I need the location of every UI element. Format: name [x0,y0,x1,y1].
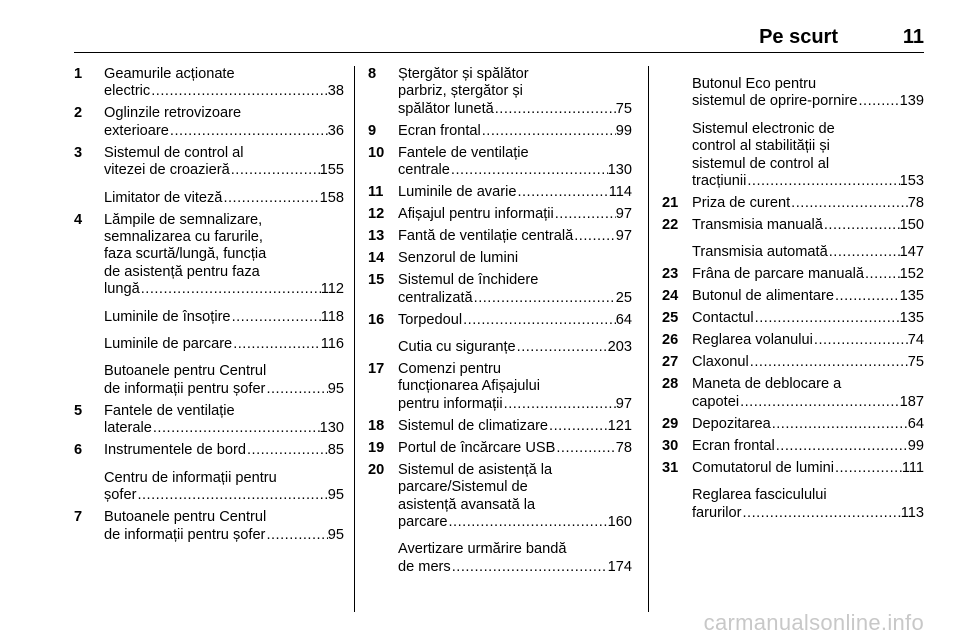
index-entry [74,212,344,299]
entry-text: Sistemul de climatizare [398,417,549,434]
index-entry [662,288,924,305]
page-section-title: Pe scurt [759,26,838,48]
entry-page-number: 158 [319,189,344,206]
entry-number: 17 [368,361,385,378]
entry-text: Luminile de însoțire [104,308,231,325]
entry-leader-line [398,440,632,457]
entry-number: 18 [368,417,385,434]
dot-leader [516,339,608,356]
index-column-2 [368,66,632,581]
dot-leader [857,93,899,110]
entry-text: sistemul de control al [692,155,830,172]
entry-page-number: 203 [607,339,632,356]
entry-text: Reglarea fasciculului [692,487,827,504]
entry-leader-line [104,442,344,459]
index-entry [74,309,344,326]
dot-leader [232,336,321,353]
entry-text: Sistemul de asistență la [398,461,553,478]
dot-leader [140,281,321,298]
dot-leader [823,217,900,234]
entry-text: Ștergător și spălător [398,66,529,82]
entry-page-number: 116 [320,336,344,353]
entry-page-number: 155 [319,162,344,179]
index-entry [662,195,924,212]
entry-text: de mers [398,558,451,575]
index-entry [662,244,924,261]
entry-leader-line [104,190,344,207]
index-entry [368,250,632,267]
entry-text: capotei [692,393,740,410]
entry-number: 8 [368,66,377,82]
dot-leader [746,173,899,190]
entry-number: 27 [662,354,679,371]
entry-leader-line [398,418,632,435]
index-entry [74,509,344,544]
index-entry [74,363,344,398]
entry-leader-line [398,101,632,118]
dot-leader [548,418,608,435]
entry-page-number: 139 [899,93,924,110]
column-divider [648,66,649,612]
entry-text: faza scurtă/lungă, funcția [104,246,267,263]
entry-leader-line [104,420,344,437]
entry-text: Reglarea volanului [692,332,813,349]
dot-leader [152,420,320,437]
entry-number: 19 [368,439,385,456]
entry-page-number: 187 [899,393,924,410]
entry-leader-line [398,396,632,413]
entry-text: Fantele de ventilație [104,402,235,419]
index-entry [368,184,632,201]
entry-page-number: 153 [899,173,924,190]
dot-leader [555,440,615,457]
entry-leader-line [692,266,924,283]
index-entry [74,145,344,180]
entry-page-number: 78 [907,195,924,212]
dot-leader [503,396,616,413]
index-entry [368,361,632,413]
index-entry [662,487,924,522]
entry-text: Cutia cu siguranțe [398,339,516,356]
entry-page-number: 97 [615,395,632,412]
entry-text: Lămpile de semnalizare, [104,211,263,228]
entry-page-number: 135 [899,310,924,327]
index-column-3 [662,66,924,527]
dot-leader [136,487,327,504]
entry-text: Claxonul [692,354,749,371]
entry-number: 23 [662,266,679,283]
dot-leader [473,290,616,307]
entry-number: 26 [662,332,679,349]
entry-page-number: 36 [327,122,344,139]
entry-text: lungă [104,281,140,298]
dot-leader [775,438,908,455]
watermark: carmanualsonline.info [703,610,924,635]
entry-text: Comenzi pentru [398,361,502,378]
entry-text: Sistemul electronic de [692,120,835,137]
entry-number: 10 [368,144,385,161]
dot-leader [494,101,616,118]
entry-leader-line [398,228,632,245]
entry-page-number: 135 [899,288,924,305]
entry-number: 20 [368,461,385,478]
entry-page-number: 75 [907,354,924,371]
dot-leader [231,309,321,326]
entry-page-number: 38 [327,83,344,100]
entry-page-number: 97 [615,228,632,245]
entry-text: Afișajul pentru informații [398,206,554,223]
entry-leader-line [398,559,632,576]
dot-leader [834,288,900,305]
dot-leader [754,310,900,327]
entry-page-number: 25 [615,289,632,306]
entry-text: Butonul de alimentare [692,288,834,305]
entry-text: Contactul [692,310,754,327]
entry-text: Portul de încărcare USB [398,439,556,456]
entry-page-number: 130 [607,162,632,179]
entry-text: Butoanele pentru Centrul [104,363,267,380]
entry-page-number: 114 [608,184,632,201]
index-entry [662,438,924,455]
dot-leader [771,416,908,433]
entry-page-number: 112 [320,281,344,298]
entry-leader-line [692,288,924,305]
dot-leader [246,442,328,459]
entry-text: Sistemul de închidere [398,272,539,289]
entry-number: 9 [368,122,377,139]
entry-page-number: 160 [607,514,632,531]
index-entry [662,121,924,191]
index-entry [368,272,632,307]
entry-page-number: 121 [607,417,632,434]
entry-text: semnalizarea cu farurile, [104,229,263,246]
entry-text: de asistență pentru faza [104,263,260,280]
dot-leader [741,505,900,522]
entry-text: de informații pentru șofer [104,380,266,397]
entry-number: 21 [662,195,679,212]
entry-leader-line [398,290,632,307]
entry-text: vitezei de croazieră [104,162,230,179]
entry-leader-line [692,460,924,477]
index-entry [74,336,344,353]
entry-leader-line [692,332,924,349]
entry-page-number: 64 [907,415,924,432]
entry-leader-line [398,162,632,179]
entry-text: Butonul Eco pentru [692,76,817,92]
entry-page-number: 150 [899,217,924,234]
entry-text: laterale [104,420,152,437]
entry-leader-line [692,173,924,190]
dot-leader [230,162,320,179]
entry-leader-line [104,381,344,398]
entry-text: parbriz, ștergător și [398,83,523,100]
entry-text: Comutatorul de lumini [692,459,834,476]
dot-leader [813,332,908,349]
entry-number: 1 [74,66,83,82]
entry-number: 4 [74,211,83,228]
column-divider [354,66,355,612]
index-entry [74,470,344,505]
entry-page-number: 147 [899,244,924,261]
index-entry [662,376,924,411]
entry-number: 12 [368,206,385,223]
entry-page-number: 113 [900,504,924,521]
index-entry [368,418,632,435]
entry-number: 25 [662,310,679,327]
dot-leader [450,162,608,179]
entry-page-number: 95 [327,380,344,397]
entry-leader-line [104,281,344,298]
entry-text: Torpedoul [398,311,463,328]
dot-leader [828,244,900,261]
dot-leader [739,394,900,411]
index-column-1 [74,66,344,549]
entry-leader-line [398,514,632,531]
dot-leader [834,460,902,477]
entry-page-number: 97 [615,206,632,223]
entry-leader-line [692,416,924,433]
entry-number: 31 [662,459,679,476]
dot-leader [749,354,908,371]
entry-page-number: 85 [327,442,344,459]
entry-text: tracțiunii [692,173,747,190]
entry-text: Limitator de viteză [104,189,223,206]
dot-leader [864,266,900,283]
entry-text: Luminile de parcare [104,336,233,353]
entry-leader-line [398,312,632,329]
entry-text: centrale [398,162,450,179]
entry-number: 14 [368,250,385,267]
entry-leader-line [104,336,344,353]
entry-number: 24 [662,288,679,305]
entry-number: 5 [74,402,83,419]
index-entry [662,332,924,349]
entry-leader-line [692,438,924,455]
index-entry [368,541,632,576]
index-entry [368,66,632,118]
dot-leader [462,312,616,329]
entry-number: 6 [74,442,83,459]
index-entry [662,354,924,371]
index-entry [662,460,924,477]
index-entry [368,228,632,245]
entry-text: Maneta de deblocare a [692,376,842,393]
entry-number: 7 [74,509,83,526]
dot-leader [265,381,327,398]
entry-text: Avertizare urmărire bandă [398,541,567,558]
index-entry [368,145,632,180]
entry-text: asistență avansată la [398,496,536,513]
entry-text: Transmisia automată [692,244,828,261]
entry-text: exterioare [104,122,169,139]
entry-leader-line [104,487,344,504]
dot-leader [554,206,616,223]
entry-text: sistemul de oprire-pornire [692,93,858,110]
entry-number: 29 [662,415,679,432]
entry-text: pentru informații [398,395,503,412]
index-entry [368,123,632,140]
entry-text: de informații pentru șofer [104,526,266,543]
entry-number: 22 [662,217,679,234]
entry-leader-line [398,184,632,201]
entry-leader-line [104,527,344,544]
entry-text: Ecran frontal [398,122,481,139]
entry-text: Fantă de ventilație centrală [398,228,574,245]
entry-number: 11 [368,184,384,201]
entry-leader-line [104,162,344,179]
index-entry [662,416,924,433]
entry-leader-line [104,309,344,326]
entry-text: Sistemul de control al [104,144,244,161]
index-entry [74,190,344,207]
entry-page-number: 174 [607,558,632,575]
entry-page-number: 95 [327,526,344,543]
entry-text: Ecran frontal [692,437,775,454]
entry-text: spălător lunetă [398,100,494,117]
entry-page-number: 64 [615,311,632,328]
entry-leader-line [692,394,924,411]
entry-text: Butoanele pentru Centrul [104,509,267,526]
dot-leader [447,514,607,531]
entry-text: Senzorul de lumini [398,250,519,267]
dot-leader [790,195,908,212]
index-entry [662,217,924,234]
index-entry [368,462,632,532]
dot-leader [265,527,327,544]
index-entry [662,310,924,327]
entry-leader-line [104,123,344,140]
entry-number: 28 [662,376,679,393]
entry-text: Frâna de parcare manuală [692,266,864,283]
index-entry [74,442,344,459]
index-entry [368,440,632,457]
entry-leader-line [692,505,924,522]
index-entry [662,266,924,283]
dot-leader [222,190,319,207]
entry-page-number: 95 [327,487,344,504]
entry-text: Depozitarea [692,415,771,432]
index-entry [662,76,924,111]
dot-leader [150,83,328,100]
entry-leader-line [398,123,632,140]
page-number: 11 [902,26,924,48]
entry-leader-line [692,195,924,212]
index-entry [368,206,632,223]
header-divider [74,52,924,53]
entry-leader-line [692,244,924,261]
entry-text: Instrumentele de bord [104,442,246,459]
entry-leader-line [398,339,632,356]
dot-leader [169,123,328,140]
entry-text: farurilor [692,504,742,521]
entry-leader-line [692,354,924,371]
entry-text: parcare/Sistemul de [398,479,528,496]
entry-text: Centru de informații pentru [104,469,277,486]
entry-leader-line [398,206,632,223]
entry-text: șofer [104,487,137,504]
entry-number: 13 [368,228,385,245]
entry-number: 30 [662,437,679,454]
entry-page-number: 74 [907,332,924,349]
entry-text: electric [104,83,151,100]
entry-page-number: 78 [615,439,632,456]
entry-text: Transmisia manuală [692,217,823,234]
entry-page-number: 99 [615,122,632,139]
entry-page-number: 130 [319,420,344,437]
entry-text: parcare [398,514,448,531]
entry-text: Oglinzile retrovizoare [104,105,242,122]
entry-number: 2 [74,105,83,122]
entry-leader-line [692,217,924,234]
entry-page-number: 152 [899,266,924,283]
entry-leader-line [104,83,344,100]
dot-leader [573,228,616,245]
entry-text: Geamurile acționate [104,66,235,82]
entry-page-number: 118 [320,308,344,325]
index-entry [368,339,632,356]
index-entry [74,105,344,140]
entry-leader-line [692,310,924,327]
entry-page-number: 99 [907,437,924,454]
index-entry [368,312,632,329]
index-entry [74,403,344,438]
entry-number: 16 [368,311,385,328]
dot-leader [481,123,616,140]
entry-number: 15 [368,272,385,289]
entry-text: Luminile de avarie [398,184,517,201]
entry-text: control al stabilității și [692,138,830,155]
entry-text: Fantele de ventilație [398,144,529,161]
entry-text: funcționarea Afișajului [398,378,540,395]
entry-number: 3 [74,144,83,161]
dot-leader [451,559,608,576]
entry-text: centralizată [398,289,473,306]
entry-text: Priza de curent [692,195,791,212]
dot-leader [516,184,608,201]
entry-page-number: 111 [901,459,924,476]
entry-page-number: 75 [615,100,632,117]
index-entry [74,66,344,101]
entry-leader-line [692,93,924,110]
